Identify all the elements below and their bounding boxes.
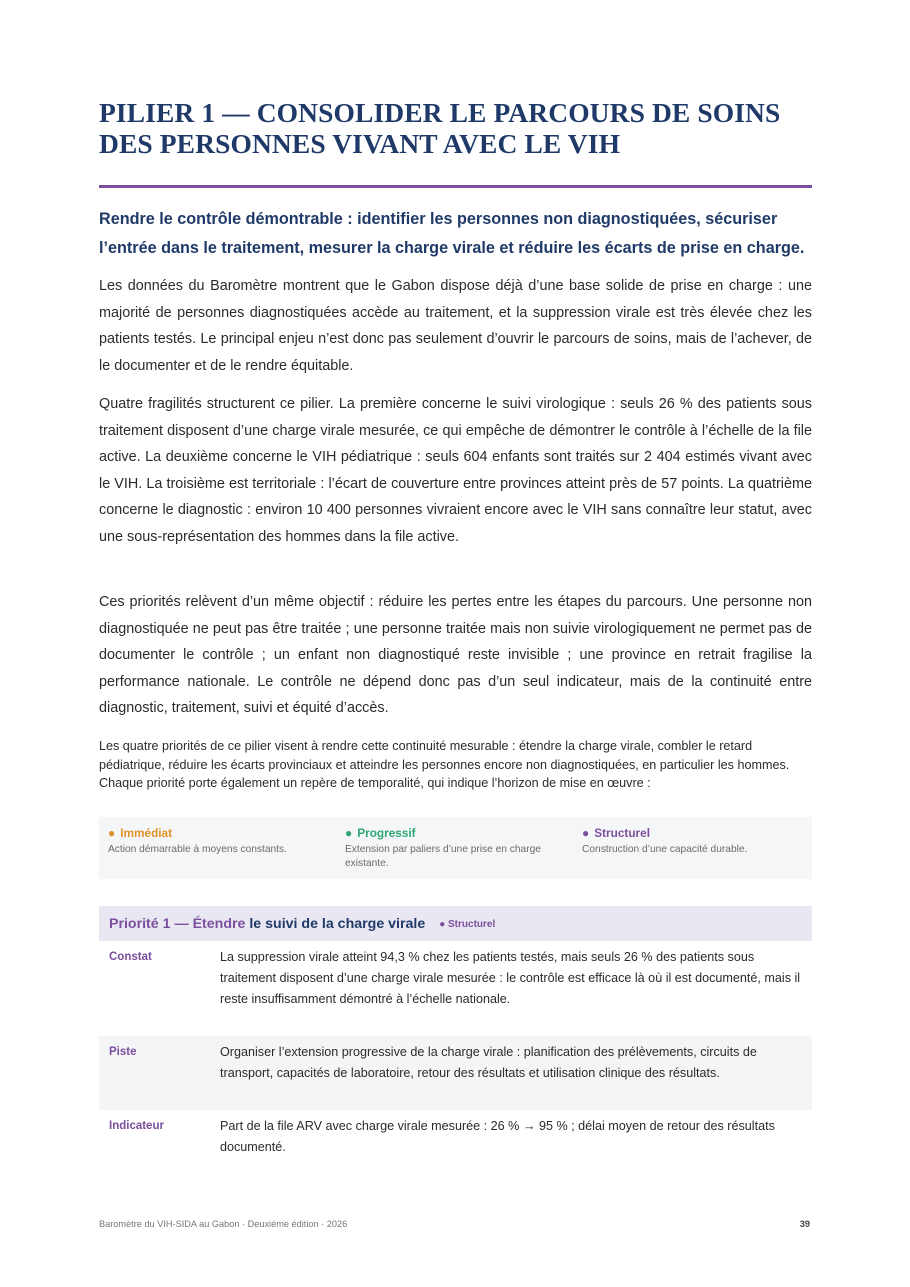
legend-item-immediat (108, 825, 328, 857)
priority-header (99, 906, 812, 941)
paragraph-2: Quatre fragilités structurent ce pilier. La première concerne le suivi virologique : seuls 26 % des patients sous traitement disposent d’une charge virale mesurée, ce qui empêche de démontrer le contrôle à l’échelle de la file active. La deuxième concerne le VIH pédiatrique : seuls 604 enfants sont traités sur 2 404 estimés vivant avec le VIH. La troisième est territoriale : l’écart de couverture entre provinces atteint près de 57 points. La quatrième concerne le diagnostic : environ 10 400 personnes vivraient encore avec le VIH sans connaître leur statut, avec une sous-représentation des hommes dans la file active. (99, 396, 812, 545)
page-number: 39 (799, 1219, 810, 1229)
page-footer (99, 1219, 812, 1229)
bullet-dot-icon: ● (345, 826, 353, 840)
bullet-dot-icon: ● (108, 826, 116, 840)
row-label: Constat (109, 951, 152, 963)
title-divider (99, 185, 812, 188)
page-title-line-1: PILIER 1 — CONSOLIDER LE PARCOURS DE SOINS (99, 97, 781, 128)
legend-item-progressif (345, 825, 555, 870)
page-title-line-2: DES PERSONNES VIVANT AVEC LE VIH (99, 128, 621, 159)
footer-publication: Baromètre du VIH-SIDA au Gabon · Deuxième édition · 2026 (99, 1219, 348, 1229)
priority-row-indicateur (99, 1110, 812, 1184)
row-text: Organiser l’extension progressive de la charge virale : planification des prélèvements, circuits de transport, capacités de laboratoire, retour des résultats et utilisation clinique des résultats. (220, 1045, 757, 1080)
priority-row-piste (99, 1036, 812, 1110)
lead-line-2: l’entrée dans le traitement, mesurer la charge virale et réduire les écarts de prise en charge. (99, 239, 805, 257)
priority-subject: le suivi de la charge virale (249, 916, 426, 932)
priority-card (99, 906, 812, 1184)
lead-line-1: Rendre le contrôle démontrable : identifier les personnes non diagnostiquées, sécuriser (99, 210, 778, 228)
lead-statement (99, 205, 812, 263)
priority-prefix: Priorité 1 — Étendre (109, 916, 246, 932)
priority-row-constat (99, 941, 812, 1036)
paragraph-3: Ces priorités relèvent d’un même objectif : réduire les pertes entre les étapes du parcours. Une personne non diagnostiquée ne peut pas être traitée ; une personne traitée mais non suivie virologiquement ne permet pas de documenter le contrôle ; un enfant non diagnostiqué reste invisible ; une province en retrait fragilise la performance nationale. Le contrôle ne dépend donc pas d’un seul indicateur, mais de la continuité entre diagnostic, traitement, suivi et équité d’accès. (99, 594, 812, 716)
paragraph-4: Les quatre priorités de ce pilier visent à rendre cette continuité mesurable : étendre la charge virale, combler le retard pédiatrique, réduire les écarts provinciaux et atteindre les personnes encore non diagnostiquées, en particulier les hommes. Chaque priorité porte également un repère de temporalité, qui indique l’horizon de mise en œuvre : (99, 739, 790, 791)
legend-desc-progressif: Extension par paliers d’une prise en charge existante. (345, 844, 541, 869)
priority-badge: ● Structurel (439, 919, 496, 930)
legend-item-structurel (582, 825, 802, 857)
legend-label-immediat: ● Immédiat (108, 826, 173, 840)
priority-title (109, 915, 495, 934)
legend-desc-immediat: Action démarrable à moyens constants. (108, 844, 287, 855)
row-text: Part de la file ARV avec charge virale mesurée : 26 % → 95 % ; délai moyen de retour des résultats documenté. (220, 1119, 775, 1154)
legend-label-structurel: ● Structurel (582, 826, 650, 840)
paragraph-1: Les données du Baromètre montrent que le Gabon dispose déjà d’une base solide de prise en charge : une majorité de personnes diagnostiquées accède au traitement, et la suppression virale est très élevée chez les patients testés. Le principal enjeu n’est donc pas seulement d’ouvrir le parcours de soins, mais de l’achever, de le documenter et de le rendre équitable. (99, 278, 812, 374)
row-label: Indicateur (109, 1120, 164, 1132)
row-text: La suppression virale atteint 94,3 % chez les patients testés, mais seuls 26 % des patients sous traitement disposent d’une charge virale mesurée : le contrôle est efficace là où il est documenté, mais il reste insuffisamment démontré à l’échelle nationale. (220, 950, 801, 1006)
page-title (99, 97, 812, 159)
temporality-legend (99, 817, 812, 879)
row-label: Piste (109, 1046, 137, 1058)
legend-desc-structurel: Construction d’une capacité durable. (582, 844, 748, 855)
legend-label-progressif: ● Progressif (345, 826, 416, 840)
bullet-dot-icon: ● (582, 826, 590, 840)
